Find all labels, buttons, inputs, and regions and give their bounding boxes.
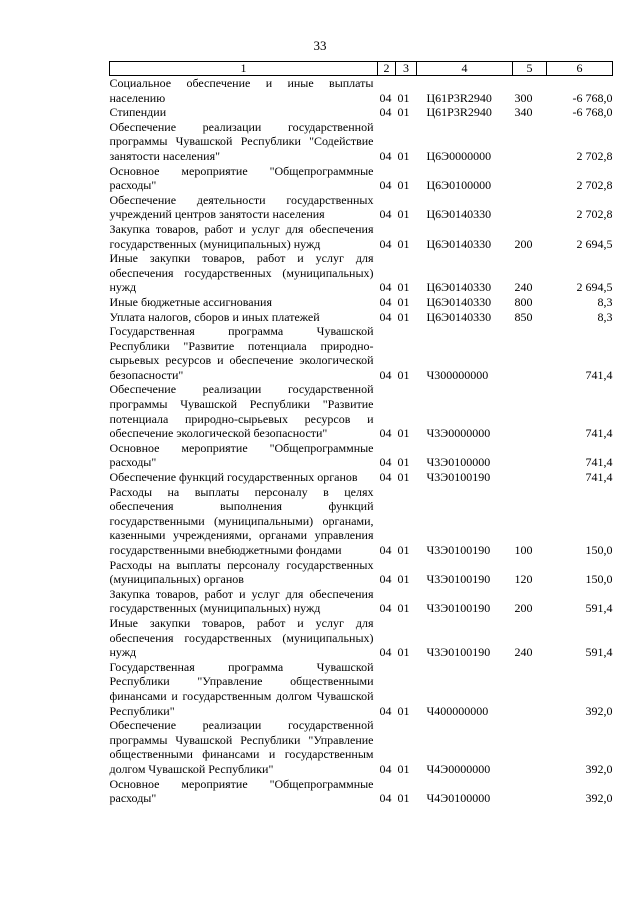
row-section: 04 <box>379 148 392 163</box>
row-subsection: 01 <box>397 148 410 163</box>
table-row <box>110 295 613 310</box>
row-section: 04 <box>379 178 392 193</box>
row-section: 04 <box>379 455 392 470</box>
row-target-article: Ц61P3R2940 <box>426 90 492 105</box>
row-amount: 2 694,5 <box>576 236 613 251</box>
row-subsection: 01 <box>397 90 410 105</box>
row-subsection: 01 <box>397 236 410 251</box>
row-name: Закупка товаров, работ и услуг для обеспечения государственных (муниципальных) нужд <box>109 221 374 251</box>
row-expense-type: 340 <box>514 105 533 120</box>
table-row <box>110 616 613 660</box>
table-row <box>110 164 613 193</box>
row-subsection: 01 <box>397 761 410 776</box>
row-expense-type: 300 <box>514 90 533 105</box>
row-expense-type <box>513 660 547 718</box>
row-amount: -6 768,0 <box>572 90 613 105</box>
table-row <box>110 251 613 295</box>
row-expense-type: 800 <box>514 294 533 309</box>
header-row <box>110 62 613 76</box>
table-row <box>110 105 613 120</box>
row-name: Стипендии <box>109 105 167 120</box>
row-section: 04 <box>379 703 392 718</box>
row-amount: 2 702,8 <box>576 178 613 193</box>
row-expense-type <box>513 777 547 806</box>
table-row <box>110 470 613 485</box>
row-expense-type <box>513 120 547 164</box>
page-number: 33 <box>313 38 327 53</box>
row-amount: 392,0 <box>585 791 613 806</box>
budget-table <box>109 61 613 806</box>
table-row <box>110 120 613 164</box>
table-body <box>110 76 613 806</box>
row-name: Основное мероприятие "Общепрограммные расходы" <box>109 163 374 193</box>
row-section: 04 <box>379 543 392 557</box>
row-amount: 150,0 <box>585 572 613 587</box>
row-target-article: Ц6Э0100000 <box>426 178 492 193</box>
row-expense-type: 200 <box>514 601 533 616</box>
row-expense-type <box>513 470 547 485</box>
row-target-article: Ч4Э0100000 <box>426 791 491 806</box>
row-amount: -6 768,0 <box>572 105 613 120</box>
table-row <box>110 587 613 616</box>
row-name: Основное мероприятие "Общепрограммные расходы" <box>109 776 374 806</box>
row-name: Расходы на выплаты персоналу государственных (муниципальных) органов <box>109 557 374 587</box>
table-row <box>110 222 613 251</box>
row-section: 04 <box>379 309 392 324</box>
row-target-article: Ч3Э0100190 <box>426 543 491 557</box>
row-amount: 2 702,8 <box>576 207 613 222</box>
row-name: Иные бюджетные ассигнования <box>109 294 272 309</box>
row-section: 04 <box>379 294 392 309</box>
row-name: Обеспечение реализации государственной программы Чувашской Республики "Развитие потенциала природно-сырьевых ресурсов и обеспечение экологической безопасности" <box>109 382 374 441</box>
row-section: 04 <box>379 236 392 251</box>
table-row <box>110 718 613 776</box>
row-name: Иные закупки товаров, работ и услуг для обеспечения государственных (муниципальных) нужд <box>109 251 374 295</box>
row-target-article: Ц6Э0140330 <box>426 294 492 309</box>
row-target-article: Ц6Э0000000 <box>426 148 492 163</box>
row-section: 04 <box>379 207 392 222</box>
table-row <box>110 324 613 382</box>
row-section: 04 <box>379 601 392 616</box>
table-row <box>110 485 613 558</box>
table-row <box>110 193 613 222</box>
row-expense-type <box>513 382 547 440</box>
header-cell-target-article: 4 <box>417 62 513 76</box>
row-name: Расходы на выплаты персоналу в целях обеспечения выполнения функций государственными (муниципальными) органами, казенными учреждениями, органами управления государственными внебюджетными фондами <box>109 484 374 557</box>
row-subsection: 01 <box>397 703 410 718</box>
row-amount: 150,0 <box>585 543 613 557</box>
header-cell-amount: 6 <box>547 62 613 76</box>
row-expense-type: 200 <box>514 236 533 251</box>
row-amount: 8,3 <box>597 309 613 324</box>
row-name: Основное мероприятие "Общепрограммные расходы" <box>109 440 374 470</box>
table-row <box>110 441 613 470</box>
table-row <box>110 660 613 718</box>
row-name: Закупка товаров, работ и услуг для обеспечения государственных (муниципальных) нужд <box>109 586 374 616</box>
row-subsection: 01 <box>397 105 410 120</box>
header-cell-subsection: 3 <box>396 62 417 76</box>
row-subsection: 01 <box>397 207 410 222</box>
row-target-article: Ц61P3R2940 <box>426 105 492 120</box>
row-name: Социальное обеспечение и иные выплаты населению <box>109 76 374 105</box>
row-amount: 8,3 <box>597 294 613 309</box>
row-target-article: Ч3Э0100190 <box>426 470 491 485</box>
row-name: Государственная программа Чувашской Республики "Управление общественными финансами и государственным долгом Чувашской Республики" <box>109 659 374 718</box>
row-expense-type: 850 <box>514 309 533 324</box>
row-target-article: Ч3Э0000000 <box>426 426 491 441</box>
row-amount: 392,0 <box>585 703 613 718</box>
row-target-article: Ч300000000 <box>426 367 489 382</box>
row-amount: 741,4 <box>585 470 613 485</box>
row-subsection: 01 <box>397 645 410 660</box>
row-amount: 2 694,5 <box>576 280 613 295</box>
row-name: Обеспечение функций государственных органов <box>109 470 358 485</box>
row-section: 04 <box>379 367 392 382</box>
row-amount: 2 702,8 <box>576 148 613 163</box>
row-subsection: 01 <box>397 455 410 470</box>
row-section: 04 <box>379 572 392 587</box>
row-subsection: 01 <box>397 280 410 295</box>
row-name: Государственная программа Чувашской Республики "Развитие потенциала природно-сырьевых ресурсов и обеспечение экологической безопасности" <box>109 324 374 382</box>
row-expense-type: 100 <box>514 543 533 557</box>
row-subsection: 01 <box>397 791 410 806</box>
table-row <box>110 777 613 806</box>
row-amount: 741,4 <box>585 455 613 470</box>
row-amount: 741,4 <box>585 367 613 382</box>
row-amount: 741,4 <box>585 426 613 441</box>
row-expense-type <box>513 193 547 222</box>
row-section: 04 <box>379 761 392 776</box>
row-target-article: Ц6Э0140330 <box>426 309 492 324</box>
row-section: 04 <box>379 105 392 120</box>
row-subsection: 01 <box>397 543 410 557</box>
row-section: 04 <box>379 90 392 105</box>
table-row <box>110 558 613 587</box>
row-target-article: Ч3Э0100190 <box>426 572 491 587</box>
row-name: Обеспечение деятельности государственных учреждений центров занятости населения <box>109 192 374 222</box>
table-row <box>110 76 613 106</box>
row-expense-type <box>513 324 547 382</box>
row-subsection: 01 <box>397 309 410 324</box>
row-target-article: Ч4Э0000000 <box>426 761 491 776</box>
row-target-article: Ч3Э0100190 <box>426 601 491 616</box>
row-amount: 591,4 <box>585 601 613 616</box>
row-subsection: 01 <box>397 470 410 485</box>
row-subsection: 01 <box>397 294 410 309</box>
row-name: Иные закупки товаров, работ и услуг для обеспечения государственных (муниципальных) нужд <box>109 615 374 660</box>
row-subsection: 01 <box>397 572 410 587</box>
row-subsection: 01 <box>397 601 410 616</box>
row-subsection: 01 <box>397 178 410 193</box>
row-expense-type <box>513 718 547 776</box>
row-section: 04 <box>379 645 392 660</box>
row-target-article: Ц6Э0140330 <box>426 207 492 222</box>
row-target-article: Ч400000000 <box>426 703 489 718</box>
header-cell-section: 2 <box>378 62 396 76</box>
row-section: 04 <box>379 470 392 485</box>
row-target-article: Ч3Э0100190 <box>426 645 491 660</box>
table-row <box>110 382 613 440</box>
row-section: 04 <box>379 426 392 441</box>
row-section: 04 <box>379 791 392 806</box>
table-row <box>110 310 613 325</box>
row-expense-type <box>513 441 547 470</box>
row-target-article: Ц6Э0140330 <box>426 236 492 251</box>
row-name: Уплата налогов, сборов и иных платежей <box>109 309 320 324</box>
row-target-article: Ч3Э0100000 <box>426 455 491 470</box>
header-cell-expense-type: 5 <box>513 62 547 76</box>
row-name: Обеспечение реализации государственной программы Чувашской Республики "Содействие занятости населения" <box>109 119 374 163</box>
row-subsection: 01 <box>397 426 410 441</box>
row-amount: 591,4 <box>585 645 613 660</box>
row-section: 04 <box>379 280 392 295</box>
row-target-article: Ц6Э0140330 <box>426 280 492 295</box>
row-subsection: 01 <box>397 367 410 382</box>
row-expense-type: 120 <box>514 572 533 587</box>
row-expense-type: 240 <box>514 645 533 660</box>
row-name: Обеспечение реализации государственной программы Чувашской Республики "Управление общественными финансами и государственным долгом Чувашской Республики" <box>109 718 374 776</box>
row-expense-type <box>513 164 547 193</box>
row-amount: 392,0 <box>585 761 613 776</box>
header-cell-name: 1 <box>110 62 378 76</box>
row-expense-type: 240 <box>514 280 533 295</box>
